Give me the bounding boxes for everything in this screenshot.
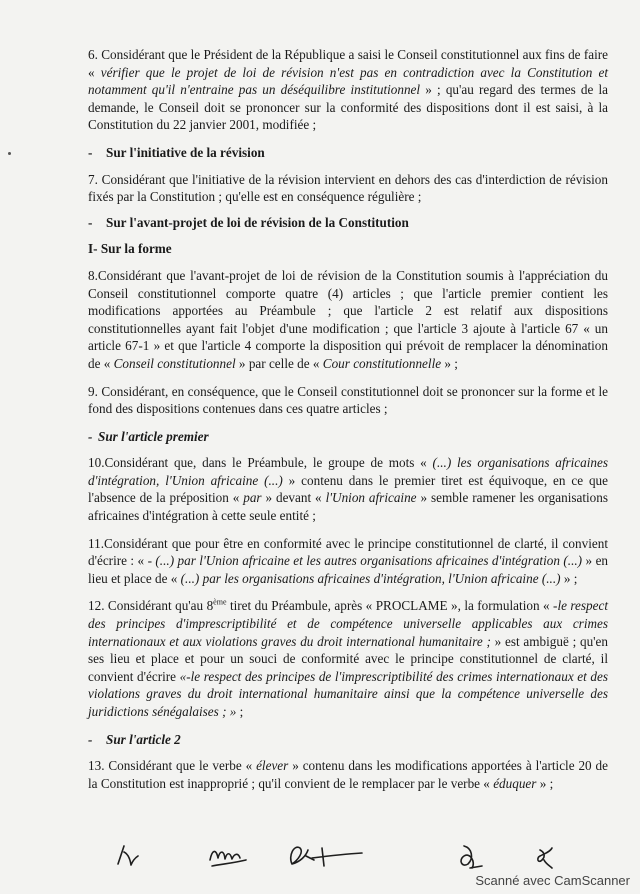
heading-text: Sur l'initiative de la révision [106,144,265,160]
text-run: » ; qu'au regard des termes de la demande, le Conseil doit se prononcer sur la conformité des dispositions dont il est saisi, à la Constitution du 22 janvier 2001, modifiée ; [88,82,608,133]
signatures-image [100,832,600,876]
signature-2 [210,851,246,866]
heading-initiative: - Sur l'initiative de la révision [88,144,265,160]
heading-article-premier: - Sur l'article premier [88,428,209,444]
paragraph-7: 7. Considérant que l'initiative de la révision intervient en dehors des cas d'interdiction de révision fixés par la Constitution ; qu'elle est en conséquence régulière ; [88,171,608,205]
paragraph-8: 8.Considérant que l'avant-projet de loi de révision de la Constitution soumis à l'appréciation du Conseil constitutionnel comporte quatre (4) articles ; que l'article premier contient les modifications apportées au Préambule ; que l'article 2 est relatif aux dispositions constitutionnelles ayant fait l'objet d'une modification ; que l'article 3 ajoute à l'article 67 « un article 67-1 » et que l'article 4 comporte la disposition qui prévoit de remplacer la dénomination de « Conseil constitutionnel » par celle de « Cour constitutionnelle » ; [88,267,608,371]
text-run: 6. Considérant que le Président de la République a saisi le Conseil constitutionnel aux fins de faire « [88,47,608,80]
heading-text: Sur l'avant-projet de loi de révision de la Constitution [106,214,409,230]
signatures-row [100,832,600,876]
signature-1 [118,846,138,865]
heading-avant-projet: - Sur l'avant-projet de loi de révision de la Constitution [88,214,409,230]
paragraph-9: 9. Considérant, en conséquence, que le Conseil constitutionnel doit se prononcer sur la forme et le fond des dispositions contenues dans ces quatre articles ; [88,383,608,417]
scan-speck [8,152,11,155]
heading-text: Sur l'article premier [98,428,209,444]
signature-4 [461,846,482,868]
paragraph-6 [88,46,608,134]
paragraph-10: 10.Considérant que, dans le Préambule, le groupe de mots « (...) les organisations africaines d'intégration, l'Union africaine (...) » contenu dans le premier tiret est équivoque, en ce que l'absence de la préposition « par » devant « l'Union africaine » semble ramener les organisations africaines d'intégration à cette seule entité ; [88,455,609,524]
heading-article-2: - Sur l'article 2 [88,731,181,747]
heading-forme: I- Sur la forme [88,241,172,257]
scanner-watermark: Scanné avec CamScanner [475,873,630,888]
signature-3 [291,847,362,866]
heading-text: Sur l'article 2 [106,731,181,747]
paragraph-12: 12. Considérant qu'au 8ème tiret du Préambule, après « PROCLAME », la formulation « -le respect des principes d'imprescriptibilité et de compétence universelle applicables aux crimes internationaux et aux violations graves du droit international humanitaire ; » est ambiguë ; qu'en ses lieu et place et pour un souci de conformité avec le principe constitutionnel de clarté, il convient d'écrire «-le respect des principes de l'imprescriptibilité des crimes internationaux et des violations graves du droit international humanitaire ainsi que la compétence universelle des juridictions sénégalaises ; » ; [88,598,609,719]
signature-5 [538,848,552,868]
paragraph-13: 13. Considérant que le verbe « élever » contenu dans les modifications apportées à l'article 20 de la Constitution est inapproprié ; qu'il convient de le remplacer par le verbe « éduquer » ; [88,758,608,791]
quoted-text: vérifier que le projet de loi de révision n'est pas en contradiction avec la Constitution et notamment qu'il n'entraine pas un déséquilibre institutionnel [88,64,609,98]
paragraph-11: 11.Considérant que pour être en conformité avec le principe constitutionnel de clarté, il convient d'écrire : « - (...) par l'Union africaine et les autres organisations africaines d'intégration (...) » en lieu et place de « (...) par les organisations africaines d'intégration, l'Union africaine (...) » ; [88,535,609,586]
